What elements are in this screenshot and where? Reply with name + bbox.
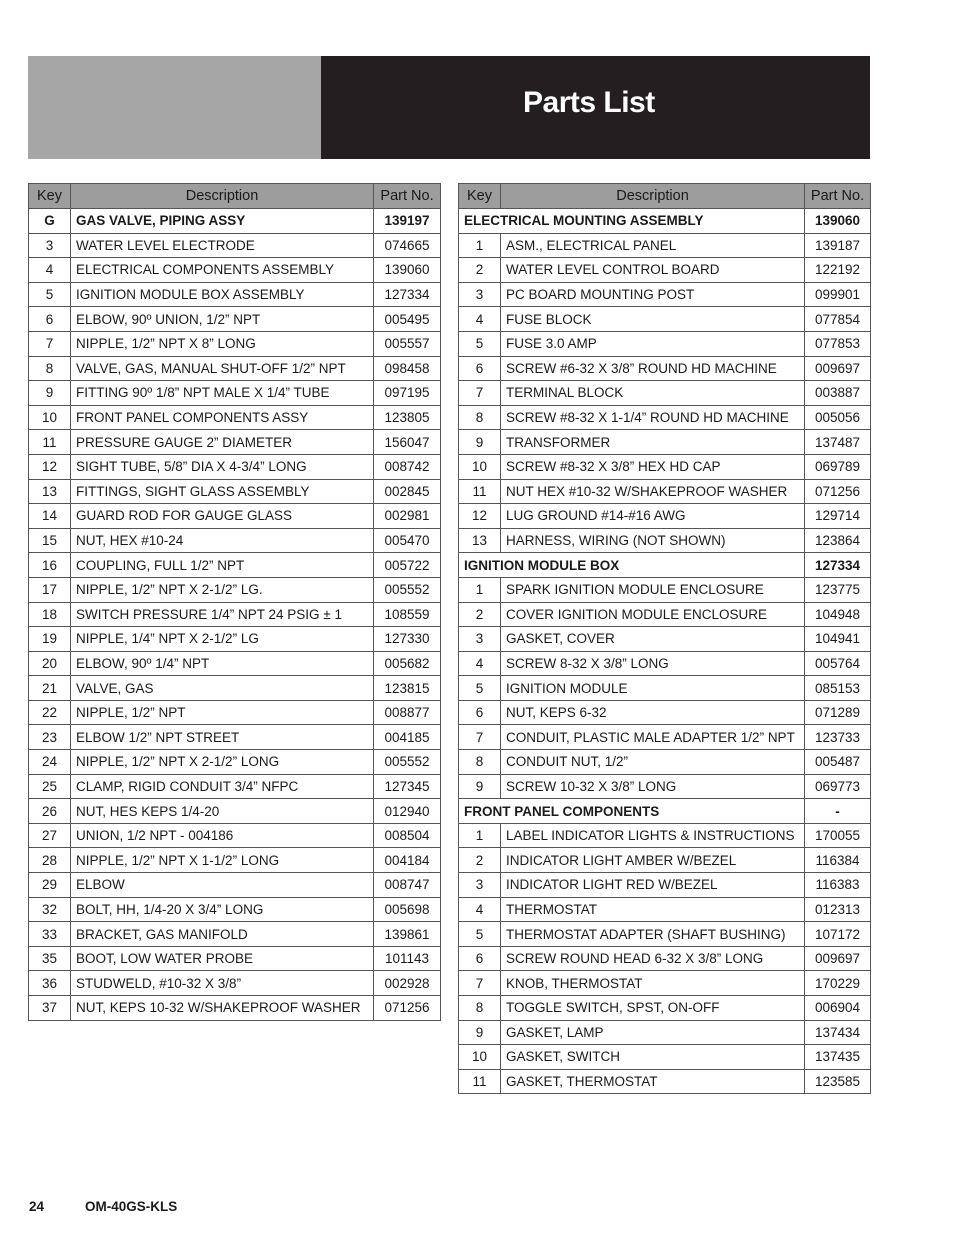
row-description: WATER LEVEL ELECTRODE (71, 233, 374, 258)
row-part-number: 170055 (805, 823, 871, 848)
row-description: NIPPLE, 1/2” NPT X 1-1/2” LONG (71, 848, 374, 873)
row-part-number: 108559 (374, 602, 441, 627)
table-row (29, 799, 441, 824)
row-description: KNOB, THERMOSTAT (501, 971, 805, 996)
row-part-number: 074665 (374, 233, 441, 258)
section-part-number: 127334 (805, 553, 871, 578)
table-row (459, 381, 871, 406)
table-row (29, 873, 441, 898)
row-part-number: 069789 (805, 454, 871, 479)
row-description: VALVE, GAS, MANUAL SHUT-OFF 1/2” NPT (71, 356, 374, 381)
row-description: SIGHT TUBE, 5/8” DIA X 4-3/4” LONG (71, 454, 374, 479)
row-part-number: 005495 (374, 307, 441, 332)
row-part-number: 069773 (805, 774, 871, 799)
row-key: 11 (29, 430, 71, 455)
table-row (459, 577, 871, 602)
table-row (29, 331, 441, 356)
row-part-number: 071289 (805, 700, 871, 725)
row-key: 33 (29, 922, 71, 947)
row-description: GASKET, THERMOSTAT (501, 1069, 805, 1094)
table-row (459, 528, 871, 553)
section-part-number: 139060 (805, 209, 871, 234)
row-description: NUT HEX #10-32 W/SHAKEPROOF WASHER (501, 479, 805, 504)
table-row (459, 454, 871, 479)
row-description: SCREW 8-32 X 3/8” LONG (501, 651, 805, 676)
table-row (459, 922, 871, 947)
table-row (29, 946, 441, 971)
row-description: ELBOW 1/2” NPT STREET (71, 725, 374, 750)
row-key: 23 (29, 725, 71, 750)
row-key: 16 (29, 553, 71, 578)
row-key: 14 (29, 504, 71, 529)
table-row (29, 725, 441, 750)
row-part-number: 170229 (805, 971, 871, 996)
table-row (459, 356, 871, 381)
row-key: 2 (459, 602, 501, 627)
table-row (459, 676, 871, 701)
row-description: TERMINAL BLOCK (501, 381, 805, 406)
row-description: GASKET, SWITCH (501, 1045, 805, 1070)
row-part-number: 005698 (374, 897, 441, 922)
table-row (459, 258, 871, 283)
row-description: CONDUIT NUT, 1/2” (501, 750, 805, 775)
table-row (459, 307, 871, 332)
row-part-number: 008877 (374, 700, 441, 725)
row-part-number: 123864 (805, 528, 871, 553)
row-description: NIPPLE, 1/2” NPT (71, 700, 374, 725)
table-row (459, 1020, 871, 1045)
row-key: 35 (29, 946, 71, 971)
column-header-description: Description (71, 184, 374, 209)
table-row (459, 1069, 871, 1094)
row-part-number: 003887 (805, 381, 871, 406)
row-key: 3 (459, 282, 501, 307)
table-row (29, 897, 441, 922)
table-row (459, 233, 871, 258)
row-part-number: 123815 (374, 676, 441, 701)
row-key: 3 (29, 233, 71, 258)
row-part-number: 123585 (805, 1069, 871, 1094)
row-description: VALVE, GAS (71, 676, 374, 701)
row-part-number: 127334 (374, 282, 441, 307)
row-key: 3 (459, 627, 501, 652)
row-description: BRACKET, GAS MANIFOLD (71, 922, 374, 947)
row-description: BOOT, LOW WATER PROBE (71, 946, 374, 971)
row-part-number: 085153 (805, 676, 871, 701)
row-description: LABEL INDICATOR LIGHTS & INSTRUCTIONS (501, 823, 805, 848)
parts-table-left (28, 183, 441, 1021)
row-part-number: 104948 (805, 602, 871, 627)
row-part-number: 009697 (805, 946, 871, 971)
row-key: 5 (459, 922, 501, 947)
row-key: 21 (29, 676, 71, 701)
row-key: 8 (459, 750, 501, 775)
row-key: 5 (459, 331, 501, 356)
row-key: 11 (459, 479, 501, 504)
row-key: 2 (459, 848, 501, 873)
row-description: INDICATOR LIGHT RED W/BEZEL (501, 873, 805, 898)
row-description: TRANSFORMER (501, 430, 805, 455)
table-row (459, 725, 871, 750)
row-part-number: 098458 (374, 356, 441, 381)
table-row (29, 479, 441, 504)
table-row (29, 651, 441, 676)
table-row (29, 528, 441, 553)
row-part-number: 127330 (374, 627, 441, 652)
header-gray-block (28, 56, 321, 159)
row-part-number: 137435 (805, 1045, 871, 1070)
table-row (29, 627, 441, 652)
row-part-number: 129714 (805, 504, 871, 529)
row-description: SCREW #8-32 X 1-1/4” ROUND HD MACHINE (501, 405, 805, 430)
table-row (459, 430, 871, 455)
row-key: 4 (459, 651, 501, 676)
table-row (459, 897, 871, 922)
row-description: THERMOSTAT ADAPTER (SHAFT BUSHING) (501, 922, 805, 947)
row-description: THERMOSTAT (501, 897, 805, 922)
row-description: FUSE 3.0 AMP (501, 331, 805, 356)
row-key: 5 (29, 282, 71, 307)
table-row (29, 209, 441, 234)
table-row (459, 996, 871, 1021)
row-description: HARNESS, WIRING (NOT SHOWN) (501, 528, 805, 553)
row-description: NUT, KEPS 6-32 (501, 700, 805, 725)
row-key: 3 (459, 873, 501, 898)
column-header-part-no: Part No. (374, 184, 441, 209)
row-key: 4 (29, 258, 71, 283)
page-number: 24 (29, 1199, 45, 1214)
row-part-number: 008742 (374, 454, 441, 479)
row-part-number: 002981 (374, 504, 441, 529)
row-key: 4 (459, 307, 501, 332)
row-description: ELBOW, 90º UNION, 1/2” NPT (71, 307, 374, 332)
section-title: FRONT PANEL COMPONENTS (459, 799, 805, 824)
document-code: OM-40GS-KLS (85, 1199, 178, 1214)
column-header-key: Key (29, 184, 71, 209)
row-description: NUT, KEPS 10-32 W/SHAKEPROOF WASHER (71, 996, 374, 1021)
row-key: 37 (29, 996, 71, 1021)
row-description: PC BOARD MOUNTING POST (501, 282, 805, 307)
table-row (459, 331, 871, 356)
row-description: SPARK IGNITION MODULE ENCLOSURE (501, 577, 805, 602)
row-description: GUARD ROD FOR GAUGE GLASS (71, 504, 374, 529)
table-row (459, 651, 871, 676)
table-row (29, 233, 441, 258)
row-key: 2 (459, 258, 501, 283)
table-row (29, 307, 441, 332)
table-row (459, 627, 871, 652)
row-part-number: 009697 (805, 356, 871, 381)
row-part-number: 107172 (805, 922, 871, 947)
section-part-number: - (805, 799, 871, 824)
row-key: 10 (29, 405, 71, 430)
row-description: TOGGLE SWITCH, SPST, ON-OFF (501, 996, 805, 1021)
row-description: COVER IGNITION MODULE ENCLOSURE (501, 602, 805, 627)
row-part-number: 156047 (374, 430, 441, 455)
row-key: 20 (29, 651, 71, 676)
table-header-row (459, 184, 871, 209)
table-row (459, 282, 871, 307)
row-description: CLAMP, RIGID CONDUIT 3/4” NFPC (71, 774, 374, 799)
column-header-part-no: Part No. (805, 184, 871, 209)
row-key: 13 (459, 528, 501, 553)
table-row (459, 774, 871, 799)
table-row (29, 848, 441, 873)
row-key: 28 (29, 848, 71, 873)
row-key: 9 (459, 430, 501, 455)
row-part-number: 099901 (805, 282, 871, 307)
row-key: 15 (29, 528, 71, 553)
row-key: 25 (29, 774, 71, 799)
row-key: 7 (459, 971, 501, 996)
row-description: BOLT, HH, 1/4-20 X 3/4” LONG (71, 897, 374, 922)
page-title: Parts List (523, 86, 655, 119)
row-key: G (29, 209, 71, 234)
row-description: SCREW ROUND HEAD 6-32 X 3/8” LONG (501, 946, 805, 971)
row-description: NUT, HES KEPS 1/4-20 (71, 799, 374, 824)
row-key: 36 (29, 971, 71, 996)
row-part-number: 005487 (805, 750, 871, 775)
row-part-number: 071256 (374, 996, 441, 1021)
table-row (29, 504, 441, 529)
row-description: UNION, 1/2 NPT - 004186 (71, 823, 374, 848)
row-description: FITTING 90º 1/8” NPT MALE X 1/4” TUBE (71, 381, 374, 406)
row-key: 18 (29, 602, 71, 627)
table-row (29, 676, 441, 701)
row-part-number: 139187 (805, 233, 871, 258)
table-row (29, 922, 441, 947)
table-row (459, 602, 871, 627)
table-row (29, 750, 441, 775)
table-row (29, 700, 441, 725)
row-part-number: 008747 (374, 873, 441, 898)
row-key: 8 (29, 356, 71, 381)
row-part-number: 116384 (805, 848, 871, 873)
row-key: 6 (459, 946, 501, 971)
table-row (459, 971, 871, 996)
table-row (459, 479, 871, 504)
row-part-number: 123775 (805, 577, 871, 602)
row-part-number: 101143 (374, 946, 441, 971)
row-part-number: 004185 (374, 725, 441, 750)
row-key: 5 (459, 676, 501, 701)
row-description: GASKET, LAMP (501, 1020, 805, 1045)
row-key: 6 (459, 356, 501, 381)
row-part-number: 008504 (374, 823, 441, 848)
row-description: SWITCH PRESSURE 1/4” NPT 24 PSIG ± 1 (71, 602, 374, 627)
row-key: 12 (459, 504, 501, 529)
row-key: 4 (459, 897, 501, 922)
row-key: 29 (29, 873, 71, 898)
row-description: FRONT PANEL COMPONENTS ASSY (71, 405, 374, 430)
row-key: 19 (29, 627, 71, 652)
table-row (459, 873, 871, 898)
row-part-number: 077854 (805, 307, 871, 332)
row-part-number: 005557 (374, 331, 441, 356)
row-key: 9 (459, 1020, 501, 1045)
row-part-number: 097195 (374, 381, 441, 406)
row-part-number: 005682 (374, 651, 441, 676)
row-part-number: 004184 (374, 848, 441, 873)
section-header-row (459, 799, 871, 824)
table-row (459, 504, 871, 529)
row-key: 7 (459, 725, 501, 750)
row-part-number: 137434 (805, 1020, 871, 1045)
row-key: 1 (459, 233, 501, 258)
row-part-number: 123733 (805, 725, 871, 750)
row-key: 12 (29, 454, 71, 479)
row-key: 10 (459, 454, 501, 479)
column-header-description: Description (501, 184, 805, 209)
row-description: ELECTRICAL COMPONENTS ASSEMBLY (71, 258, 374, 283)
row-part-number: 127345 (374, 774, 441, 799)
row-key: 7 (459, 381, 501, 406)
table-row (29, 381, 441, 406)
row-key: 9 (29, 381, 71, 406)
table-row (29, 356, 441, 381)
row-description: IGNITION MODULE BOX ASSEMBLY (71, 282, 374, 307)
row-description: COUPLING, FULL 1/2” NPT (71, 553, 374, 578)
row-key: 9 (459, 774, 501, 799)
row-part-number: 139060 (374, 258, 441, 283)
table-row (29, 454, 441, 479)
row-part-number: 005722 (374, 553, 441, 578)
row-description: ELBOW (71, 873, 374, 898)
table-row (29, 996, 441, 1021)
row-description: CONDUIT, PLASTIC MALE ADAPTER 1/2” NPT (501, 725, 805, 750)
section-header-row (459, 209, 871, 234)
row-description: SCREW 10-32 X 3/8” LONG (501, 774, 805, 799)
row-description: SCREW #6-32 X 3/8” ROUND HD MACHINE (501, 356, 805, 381)
table-row (459, 823, 871, 848)
table-row (29, 258, 441, 283)
row-description: IGNITION MODULE (501, 676, 805, 701)
row-part-number: 005552 (374, 750, 441, 775)
row-description: NIPPLE, 1/2” NPT X 2-1/2” LG. (71, 577, 374, 602)
table-row (459, 848, 871, 873)
row-part-number: 116383 (805, 873, 871, 898)
row-part-number: 012313 (805, 897, 871, 922)
row-description: NIPPLE, 1/2” NPT X 2-1/2” LONG (71, 750, 374, 775)
section-header-row (459, 553, 871, 578)
section-title: IGNITION MODULE BOX (459, 553, 805, 578)
row-description: GASKET, COVER (501, 627, 805, 652)
section-title: ELECTRICAL MOUNTING ASSEMBLY (459, 209, 805, 234)
row-key: 6 (29, 307, 71, 332)
row-part-number: 139197 (374, 209, 441, 234)
row-key: 8 (459, 996, 501, 1021)
row-part-number: 104941 (805, 627, 871, 652)
table-row (29, 823, 441, 848)
row-part-number: 002845 (374, 479, 441, 504)
row-description: PRESSURE GAUGE 2” DIAMETER (71, 430, 374, 455)
row-part-number: 077853 (805, 331, 871, 356)
row-key: 22 (29, 700, 71, 725)
row-part-number: 139861 (374, 922, 441, 947)
table-row (29, 577, 441, 602)
row-key: 10 (459, 1045, 501, 1070)
row-key: 27 (29, 823, 71, 848)
row-description: NUT, HEX #10-24 (71, 528, 374, 553)
row-description: NIPPLE, 1/4” NPT X 2-1/2” LG (71, 627, 374, 652)
table-row (459, 700, 871, 725)
row-description: SCREW #8-32 X 3/8” HEX HD CAP (501, 454, 805, 479)
row-part-number: 002928 (374, 971, 441, 996)
row-description: FUSE BLOCK (501, 307, 805, 332)
table-row (459, 946, 871, 971)
parts-table-right (458, 183, 871, 1094)
table-row (29, 553, 441, 578)
row-description: INDICATOR LIGHT AMBER W/BEZEL (501, 848, 805, 873)
row-key: 26 (29, 799, 71, 824)
row-key: 6 (459, 700, 501, 725)
row-description: NIPPLE, 1/2” NPT X 8” LONG (71, 331, 374, 356)
table-row (459, 1045, 871, 1070)
table-row (29, 602, 441, 627)
row-description: FITTINGS, SIGHT GLASS ASSEMBLY (71, 479, 374, 504)
row-part-number: 006904 (805, 996, 871, 1021)
table-row (29, 774, 441, 799)
row-key: 13 (29, 479, 71, 504)
row-description: LUG GROUND #14-#16 AWG (501, 504, 805, 529)
row-part-number: 123805 (374, 405, 441, 430)
row-key: 24 (29, 750, 71, 775)
table-row (29, 282, 441, 307)
table-row (29, 405, 441, 430)
row-description: WATER LEVEL CONTROL BOARD (501, 258, 805, 283)
row-part-number: 005056 (805, 405, 871, 430)
table-row (29, 430, 441, 455)
column-header-key: Key (459, 184, 501, 209)
row-part-number: 012940 (374, 799, 441, 824)
row-part-number: 122192 (805, 258, 871, 283)
row-part-number: 005552 (374, 577, 441, 602)
header-title-bar (321, 56, 870, 159)
table-header-row (29, 184, 441, 209)
row-description: GAS VALVE, PIPING ASSY (71, 209, 374, 234)
row-description: ELBOW, 90º 1/4” NPT (71, 651, 374, 676)
row-key: 7 (29, 331, 71, 356)
row-key: 1 (459, 823, 501, 848)
row-key: 8 (459, 405, 501, 430)
row-key: 32 (29, 897, 71, 922)
row-part-number: 071256 (805, 479, 871, 504)
row-part-number: 005764 (805, 651, 871, 676)
row-key: 11 (459, 1069, 501, 1094)
table-row (29, 971, 441, 996)
row-description: ASM., ELECTRICAL PANEL (501, 233, 805, 258)
row-description: STUDWELD, #10-32 X 3/8” (71, 971, 374, 996)
table-row (459, 750, 871, 775)
row-part-number: 005470 (374, 528, 441, 553)
row-key: 17 (29, 577, 71, 602)
table-row (459, 405, 871, 430)
row-key: 1 (459, 577, 501, 602)
row-part-number: 137487 (805, 430, 871, 455)
